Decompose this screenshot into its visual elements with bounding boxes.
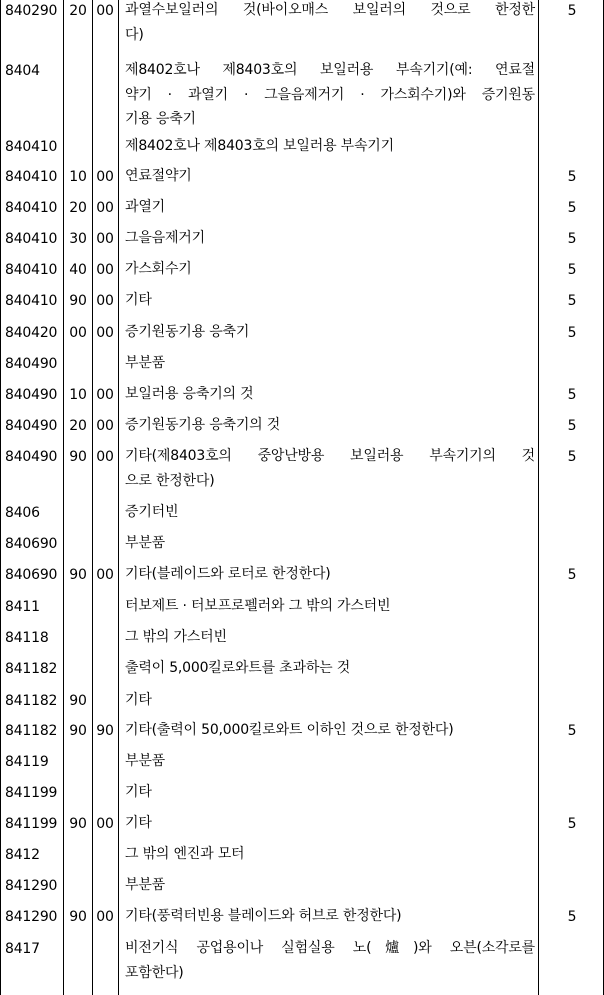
hs-code: 8404	[5, 63, 40, 79]
hs-code: 841199	[5, 816, 58, 832]
item-description	[125, 936, 535, 985]
description-line: 약기 · 과열기 · 그을음제거기 · 가스회수기)와 증기원동	[125, 86, 535, 103]
tariff-rate: 5	[567, 200, 577, 216]
item-description	[125, 749, 535, 774]
sub-code-1: 90	[69, 693, 87, 709]
tariff-rate: 5	[567, 169, 577, 185]
column-divider	[0, 0, 1, 995]
description-line: 기타(출력이 50,000킬로와트 이하인 것으로 한정한다)	[125, 722, 454, 738]
sub-code-1: 10	[69, 387, 87, 403]
hs-code: 8417	[5, 941, 40, 957]
description-line: 부분품	[125, 355, 165, 371]
sub-code-2: 00	[96, 262, 114, 278]
sub-code-2: 90	[96, 723, 114, 739]
description-line: 으로 한정한다)	[125, 472, 215, 489]
tariff-rate: 5	[567, 387, 577, 403]
hs-code: 841182	[5, 693, 58, 709]
hs-code: 84119	[5, 754, 49, 770]
item-description	[125, 594, 535, 619]
item-description	[125, 718, 535, 743]
hs-code: 840690	[5, 536, 58, 552]
description-line: 가스회수기	[125, 261, 192, 277]
sub-code-2: 00	[96, 387, 114, 403]
item-description	[125, 842, 535, 867]
hs-code: 8411	[5, 599, 40, 615]
sub-code-2: 00	[96, 325, 114, 341]
tariff-rate: 5	[567, 325, 577, 341]
tariff-rate: 5	[567, 418, 577, 434]
tariff-rate: 5	[567, 449, 577, 465]
item-description	[125, 904, 535, 929]
sub-code-2: 00	[96, 200, 114, 216]
description-line: 출력이 5,000킬로와트를 초과하는 것	[125, 660, 351, 676]
hs-code: 840410	[5, 139, 58, 155]
hs-code: 840410	[5, 231, 58, 247]
sub-code-1: 00	[69, 325, 87, 341]
hs-code: 840410	[5, 169, 58, 185]
description-line: 기타	[125, 815, 152, 831]
description-line: 기용 응축기	[125, 111, 196, 127]
item-description	[125, 58, 535, 132]
description-line: 그을음제거기	[125, 230, 205, 246]
hs-code: 840410	[5, 200, 58, 216]
item-description	[125, 625, 535, 650]
item-description	[125, 656, 535, 681]
sub-code-2: 00	[96, 449, 114, 465]
item-description	[125, 811, 535, 836]
tariff-rate: 5	[567, 816, 577, 832]
description-line: 증기원동기용 응축기	[125, 324, 250, 340]
tariff-rate: 5	[567, 262, 577, 278]
column-divider	[92, 0, 93, 995]
description-line: 과열수보일러의 것(바이오매스 보일러의 것으로 한정한	[125, 2, 535, 18]
hs-code: 841290	[5, 909, 58, 925]
sub-code-1: 90	[69, 567, 87, 583]
description-line: 기타(블레이드와 로터로 한정한다)	[125, 566, 331, 582]
hs-code: 840690	[5, 567, 58, 583]
hs-code: 840490	[5, 418, 58, 434]
description-line: 다)	[125, 26, 144, 43]
hs-code: 840410	[5, 262, 58, 278]
sub-code-2: 00	[96, 909, 114, 925]
item-description	[125, 351, 535, 376]
description-line: 제8402호나 제8403호의 보일러용 부속기기(예: 연료절	[125, 62, 535, 78]
item-description	[125, 780, 535, 805]
item-description	[125, 320, 535, 345]
item-description	[125, 562, 535, 587]
description-line: 기타	[125, 784, 152, 800]
item-description	[125, 195, 535, 220]
sub-code-1: 20	[69, 418, 87, 434]
description-line: 비전기식 공업용이나 실험실용 노(爐)와 오븐(소각로를	[125, 940, 535, 956]
sub-code-2: 00	[96, 418, 114, 434]
hs-code: 841290	[5, 878, 58, 894]
hs-code: 8406	[5, 505, 40, 521]
tariff-rate: 5	[567, 723, 577, 739]
description-line: 기타(풍력터빈용 블레이드와 허브로 한정한다)	[125, 908, 402, 924]
sub-code-1: 90	[69, 816, 87, 832]
sub-code-2: 00	[96, 567, 114, 583]
description-line: 그 밖의 엔진과 모터	[125, 846, 245, 862]
description-line: 증기터빈	[125, 504, 179, 520]
hs-code: 8412	[5, 847, 40, 863]
description-line: 부분품	[125, 753, 165, 769]
sub-code-1: 90	[69, 909, 87, 925]
sub-code-2: 00	[96, 816, 114, 832]
item-description	[125, 134, 535, 159]
tariff-rate: 5	[567, 293, 577, 309]
hs-code: 840410	[5, 293, 58, 309]
description-line: 기타	[125, 692, 152, 708]
sub-code-2: 00	[96, 293, 114, 309]
item-description	[125, 444, 535, 493]
item-description	[125, 531, 535, 556]
hs-code: 84118	[5, 630, 49, 646]
description-line: 그 밖의 가스터빈	[125, 629, 227, 645]
hs-code: 840490	[5, 449, 58, 465]
column-divider	[118, 0, 119, 995]
tariff-rate: 5	[567, 231, 577, 247]
item-description	[125, 0, 535, 47]
sub-code-1: 20	[69, 200, 87, 216]
tariff-rate: 5	[567, 567, 577, 583]
description-line: 보일러용 응축기의 것	[125, 386, 254, 402]
tariff-rate: 5	[567, 3, 577, 19]
sub-code-1: 20	[69, 3, 87, 19]
sub-code-1: 10	[69, 169, 87, 185]
item-description	[125, 257, 535, 282]
column-divider	[63, 0, 64, 995]
tariff-rate: 5	[567, 909, 577, 925]
sub-code-1: 90	[69, 449, 87, 465]
sub-code-1: 30	[69, 231, 87, 247]
hs-code: 841182	[5, 661, 58, 677]
item-description	[125, 500, 535, 525]
sub-code-1: 90	[69, 723, 87, 739]
hs-code: 840290	[5, 3, 58, 19]
sub-code-2: 00	[96, 231, 114, 247]
description-line: 제8402호나 제8403호의 보일러용 부속기기	[125, 138, 394, 154]
sub-code-1: 90	[69, 293, 87, 309]
item-description	[125, 413, 535, 438]
description-line: 과열기	[125, 199, 165, 215]
description-line: 부분품	[125, 535, 165, 551]
item-description	[125, 382, 535, 407]
item-description	[125, 688, 535, 713]
sub-code-1: 40	[69, 262, 87, 278]
description-line: 증기원동기용 응축기의 것	[125, 417, 281, 433]
description-line: 연료절약기	[125, 168, 192, 184]
item-description	[125, 873, 535, 898]
description-line: 기타(제8403호의 중앙난방용 보일러용 부속기기의 것	[125, 448, 535, 464]
column-divider	[538, 0, 539, 995]
sub-code-2: 00	[96, 169, 114, 185]
hs-code: 841199	[5, 785, 58, 801]
item-description	[125, 164, 535, 189]
description-line: 기타	[125, 292, 152, 308]
item-description	[125, 226, 535, 251]
hs-code: 840420	[5, 325, 58, 341]
description-line: 포함한다)	[125, 964, 184, 981]
sub-code-2: 00	[96, 3, 114, 19]
hs-code: 840490	[5, 387, 58, 403]
description-line: 터보제트 · 터보프로펠러와 그 밖의 가스터빈	[125, 598, 391, 614]
hs-code: 841182	[5, 723, 58, 739]
item-description	[125, 288, 535, 313]
description-line: 부분품	[125, 877, 165, 893]
hs-code: 840490	[5, 356, 58, 372]
